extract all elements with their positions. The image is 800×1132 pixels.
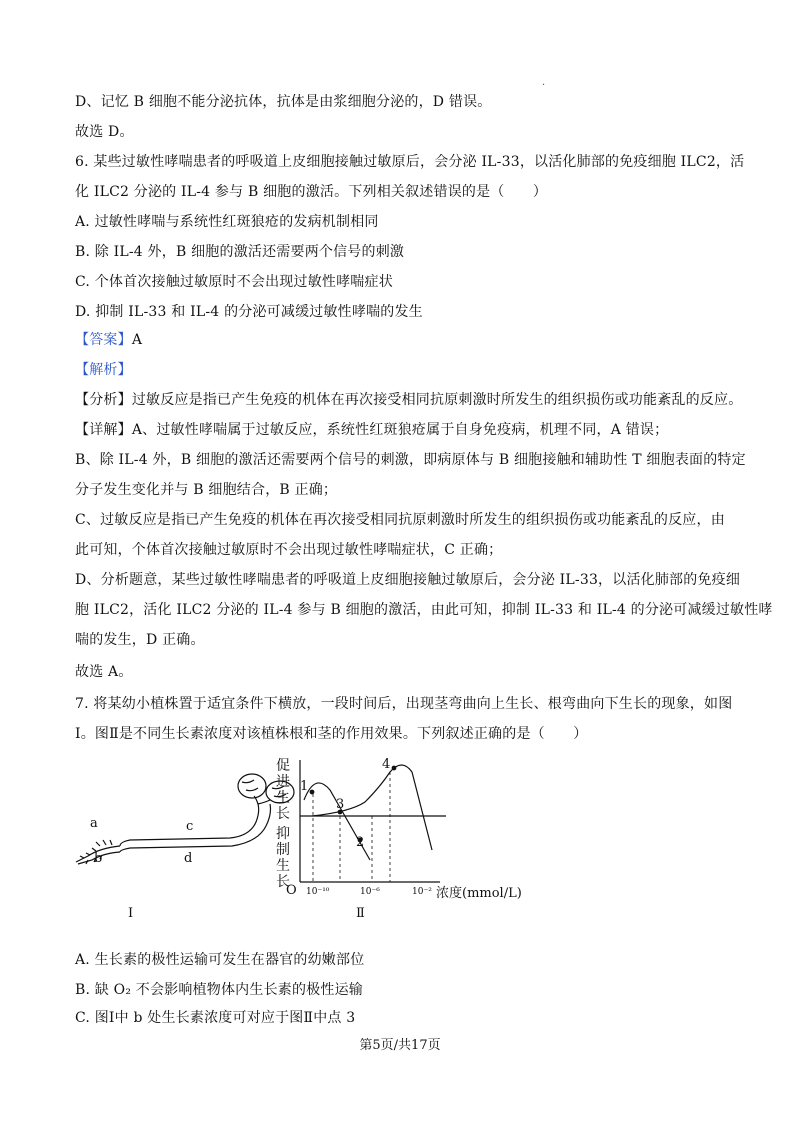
option-a: A. 过敏性哮喘与系统性红斑狼疮的发病机制相同 bbox=[75, 214, 379, 230]
option-d: D. 抑制 IL-33 和 IL-4 的分泌可减缓过敏性哮喘的发生 bbox=[75, 304, 423, 320]
point-2: 2 bbox=[356, 835, 365, 850]
label-b: b bbox=[94, 851, 103, 866]
point-3: 3 bbox=[336, 797, 345, 812]
figure-plant-auxin bbox=[60, 752, 540, 932]
figure-2-label: Ⅱ bbox=[356, 906, 365, 921]
detail-d: D、分析题意，某些过敏性哮喘患者的呼吸道上皮细胞接触过敏原后，会分泌 IL-33，以活化肺部的免疫细 bbox=[75, 572, 741, 588]
fenxi-line bbox=[75, 390, 742, 410]
figure-svg bbox=[60, 752, 540, 932]
text-line: 故选 D。 bbox=[75, 124, 134, 140]
answer-tag: 【答案】 bbox=[75, 332, 132, 348]
answer-value: A bbox=[131, 332, 143, 348]
option-c: C. 个体首次接触过敏原时不会出现过敏性哮喘症状 bbox=[75, 274, 393, 290]
xtick-1: 10⁻¹⁰ bbox=[306, 887, 330, 897]
answer-line bbox=[75, 330, 142, 350]
question-6-stem: 6. 某些过敏性哮喘患者的呼吸道上皮细胞接触过敏原后，会分泌 IL-33，以活化肺部的免疫细胞 ILC2，活 bbox=[75, 154, 745, 170]
page-footer: 第5页/共17页 bbox=[359, 1038, 441, 1053]
label-c: c bbox=[186, 819, 194, 834]
detail-d: 胞 ILC2，活化 ILC2 分泌的 IL-4 参与 B 细胞的激活，由此可知，抑制 IL-33 和 IL-4 的分泌可减缓过敏性哮 bbox=[75, 602, 773, 618]
detail-c: 此可知，个体首次接触过敏原时不会出现过敏性哮喘症状，C 正确； bbox=[75, 542, 503, 558]
text-line: D、记忆 B 细胞不能分泌抗体，抗体是由浆细胞分泌的，D 错误。 bbox=[75, 94, 492, 110]
y-label-inhibit-2: 制 bbox=[276, 842, 290, 858]
origin-label: O bbox=[286, 883, 297, 898]
option-a: A. 生长素的极性运输可发生在器官的幼嫩部位 bbox=[75, 952, 365, 968]
x-axis-label: 浓度(mmol/L) bbox=[436, 886, 522, 901]
label-d: d bbox=[184, 851, 193, 866]
xtick-2: 10⁻⁶ bbox=[360, 887, 380, 897]
y-label-inhibit-1: 抑 bbox=[276, 826, 290, 842]
decorative-dot: · bbox=[542, 80, 546, 91]
question-6-stem: 化 ILC2 分泌的 IL-4 参与 B 细胞的激活。下列相关叙述错误的是（ ） bbox=[75, 184, 548, 200]
choose-line: 故选 A。 bbox=[75, 664, 133, 680]
y-label-inhibit-3: 生 bbox=[276, 858, 290, 874]
detail-tag: 【详解】 bbox=[75, 422, 132, 438]
point-4: 4 bbox=[382, 757, 391, 772]
point-1: 1 bbox=[300, 779, 309, 794]
analysis-tag: 【解析】 bbox=[75, 362, 132, 378]
fenxi-tag: 【分析】 bbox=[75, 392, 132, 408]
option-c: C. 图Ⅰ中 b 处生长素浓度可对应于图Ⅱ中点 3 bbox=[75, 1010, 356, 1026]
detail-d: 喘的发生，D 正确。 bbox=[75, 632, 205, 648]
question-7-stem: Ⅰ。图Ⅱ是不同生长素浓度对该植株根和茎的作用效果。下列叙述正确的是（ ） bbox=[75, 726, 588, 742]
figure-2-graph bbox=[300, 760, 446, 882]
detail-line bbox=[75, 420, 668, 440]
detail-b: B、除 IL-4 外，B 细胞的激活还需要两个信号的刺激，即病原体与 B 细胞接触和辅助性 T 细胞表面的特定 bbox=[75, 452, 746, 468]
figure-1-label: Ⅰ bbox=[128, 906, 134, 921]
fenxi-text: 过敏反应是指已产生免疫的机体在再次接受相同抗原刺激时所发生的组织损伤或功能紊乱的反应。 bbox=[131, 392, 743, 408]
xtick-3: 10⁻² bbox=[412, 887, 432, 897]
detail-c: C、过敏反应是指已产生免疫的机体在再次接受相同抗原刺激时所发生的组织损伤或功能紊乱的反应，由 bbox=[75, 512, 725, 528]
detail-b: 分子发生变化并与 B 细胞结合，B 正确； bbox=[75, 482, 338, 498]
y-label-promote-3: 生 bbox=[276, 790, 290, 806]
question-7-stem: 7. 将某幼小植株置于适宜条件下横放，一段时间后，出现茎弯曲向上生长、根弯曲向下生长的现象，如图 bbox=[75, 696, 733, 712]
y-label-promote-1: 促 bbox=[276, 758, 290, 774]
option-b: B. 除 IL-4 外，B 细胞的激活还需要两个信号的刺激 bbox=[75, 244, 405, 260]
option-b: B. 缺 O₂ 不会影响植物体内生长素的极性运输 bbox=[75, 982, 363, 998]
y-label-inhibit-4: 长 bbox=[276, 874, 290, 890]
y-label-promote-2: 进 bbox=[276, 774, 290, 790]
analysis-line bbox=[75, 360, 132, 380]
label-a: a bbox=[90, 816, 98, 831]
y-label-promote-4: 长 bbox=[276, 806, 290, 822]
detail-a: A、过敏性哮喘属于过敏反应，系统性红斑狼疮属于自身免疫病，机理不同，A 错误； bbox=[131, 422, 669, 438]
